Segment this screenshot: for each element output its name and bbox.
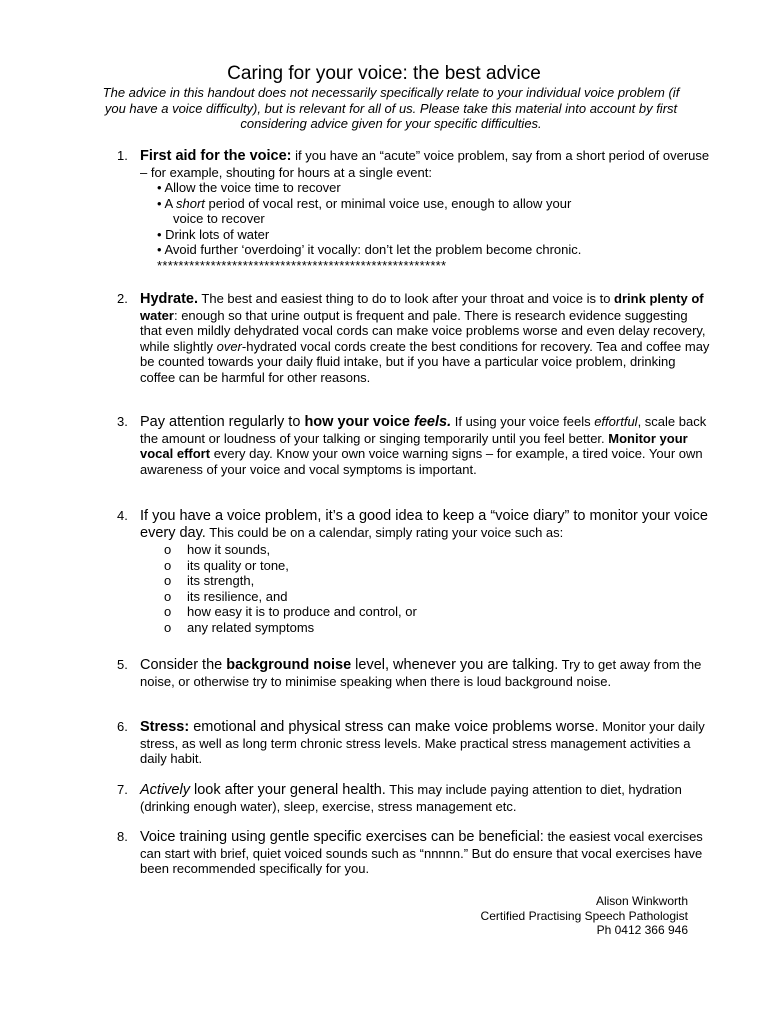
advice-item-4	[110, 508, 710, 635]
sub-list-item: o how easy it is to produce and control, or	[164, 604, 417, 619]
author-name: Alison Winkworth	[595, 894, 688, 908]
advice-item-3: 3. Pay attention regularly to how your voice feels. If using your voice feels effortful, scale back the amount or loudness of your talking or singing temporarily until you feel better. Monitor your vocal effort every day. Know your own voice warning signs – for example, a tired voice. Your own awareness of your voice and vocal symptoms is important.	[117, 414, 707, 477]
item-text: Try to get away from the noise, or otherwise try to minimise speaking when there is loud background noise.	[140, 657, 702, 689]
author-role: Certified Practising Speech Pathologist	[480, 908, 688, 923]
item-text: if you have an “acute” voice problem, say from a short period of overuse – for example, shouting for hours at a single event:	[140, 148, 710, 180]
advice-item-5: 5. Consider the background noise level, whenever you are talking. Try to get away from the noise, or otherwise try to minimise speaking when there is loud background noise.	[117, 657, 702, 689]
item-text: This could be on a calendar, simply rating your voice such as:	[205, 524, 564, 540]
item-number: 2.	[117, 291, 128, 306]
signature-block	[481, 894, 688, 938]
sub-list-item: o how it sounds,	[164, 542, 271, 557]
author-phone: Ph 0412 366 946	[596, 923, 688, 937]
advice-item-1	[110, 148, 710, 273]
bullet-item: • Avoid further ‘overdoing’ it vocally: don’t let the problem become chronic.	[157, 242, 582, 257]
item-number: 7.	[117, 782, 128, 797]
item-heading: If you have a voice problem, it’s a good idea to keep a “voice diary” to monitor your voice every day.	[140, 508, 708, 541]
advice-item-7: 7. Actively look after your general health. This may include paying attention to diet, hydration (drinking enough water), sleep, exercise, stress management etc.	[117, 782, 682, 814]
bullet-continuation: voice to recover	[173, 211, 265, 226]
item-text: This may include paying attention to diet, hydration (drinking enough water), sleep, exercise, stress management etc.	[140, 782, 682, 814]
item-number: 5.	[117, 657, 128, 672]
advice-item-8	[110, 829, 710, 877]
sub-list-item: o its resilience, and	[164, 588, 288, 604]
sub-list-item: o its quality or tone,	[164, 557, 289, 573]
item-text: Monitor your daily stress, as well as long term chronic stress levels. Make practical stress management activities a daily habit.	[140, 719, 705, 766]
sub-list-item: o any related symptoms	[164, 619, 315, 635]
bullet-item: • Allow the voice time to recover	[157, 180, 341, 195]
sub-list-item: o its strength,	[164, 573, 255, 588]
advice-item-2: 2. Hydrate. The best and easiest thing to do to look after your throat and voice is to drink plenty of water: enough so that urine output is frequent and pale. There is research evidence suggesting that even mildly dehydrated vocal cords can make voice problems worse and even delay recovery, while slightly over-hydrated vocal cords create the best conditions for recovery. Tea and coffee may be counted towards your daily fluid intake, but if you have a particular voice problem, drinking coffee can be harmful for other reasons.	[117, 291, 710, 385]
item-number: 6.	[117, 719, 128, 734]
item-heading: Hydrate.	[140, 291, 199, 307]
item-number: 1.	[117, 148, 128, 163]
item-number: 8.	[117, 829, 128, 844]
item-number: 4.	[117, 508, 128, 523]
advice-item-6: 6. Stress: emotional and physical stress can make voice problems worse. Monitor your daily stress, as well as long term chronic stress levels. Make practical stress management activities a daily habit.	[117, 719, 705, 766]
asterisk-divider: ******************************************************	[157, 257, 447, 273]
bullet-item: • Drink lots of water	[157, 226, 270, 242]
item-heading: First aid for the voice:	[140, 148, 292, 164]
intro-paragraph: The advice in this handout does not necessarily specifically relate to your individual voice problem (if you have a voice difficulty), but is relevant for all of us. Please take this material into account by first considering advice given for your specific difficulties.	[102, 85, 680, 131]
bullet-item: • A short period of vocal rest, or minimal voice use, enough to allow your	[157, 195, 572, 211]
item-heading: Voice training using gentle specific exercises can be beneficial:	[140, 829, 544, 845]
item-text: the easiest vocal exercises can start with brief, quiet voiced sounds such as “nnnnn.” But do ensure that vocal exercises have been recommended specifically for you.	[140, 829, 703, 876]
page-title: Caring for your voice: the best advice	[227, 63, 541, 84]
item-number: 3.	[117, 414, 128, 429]
